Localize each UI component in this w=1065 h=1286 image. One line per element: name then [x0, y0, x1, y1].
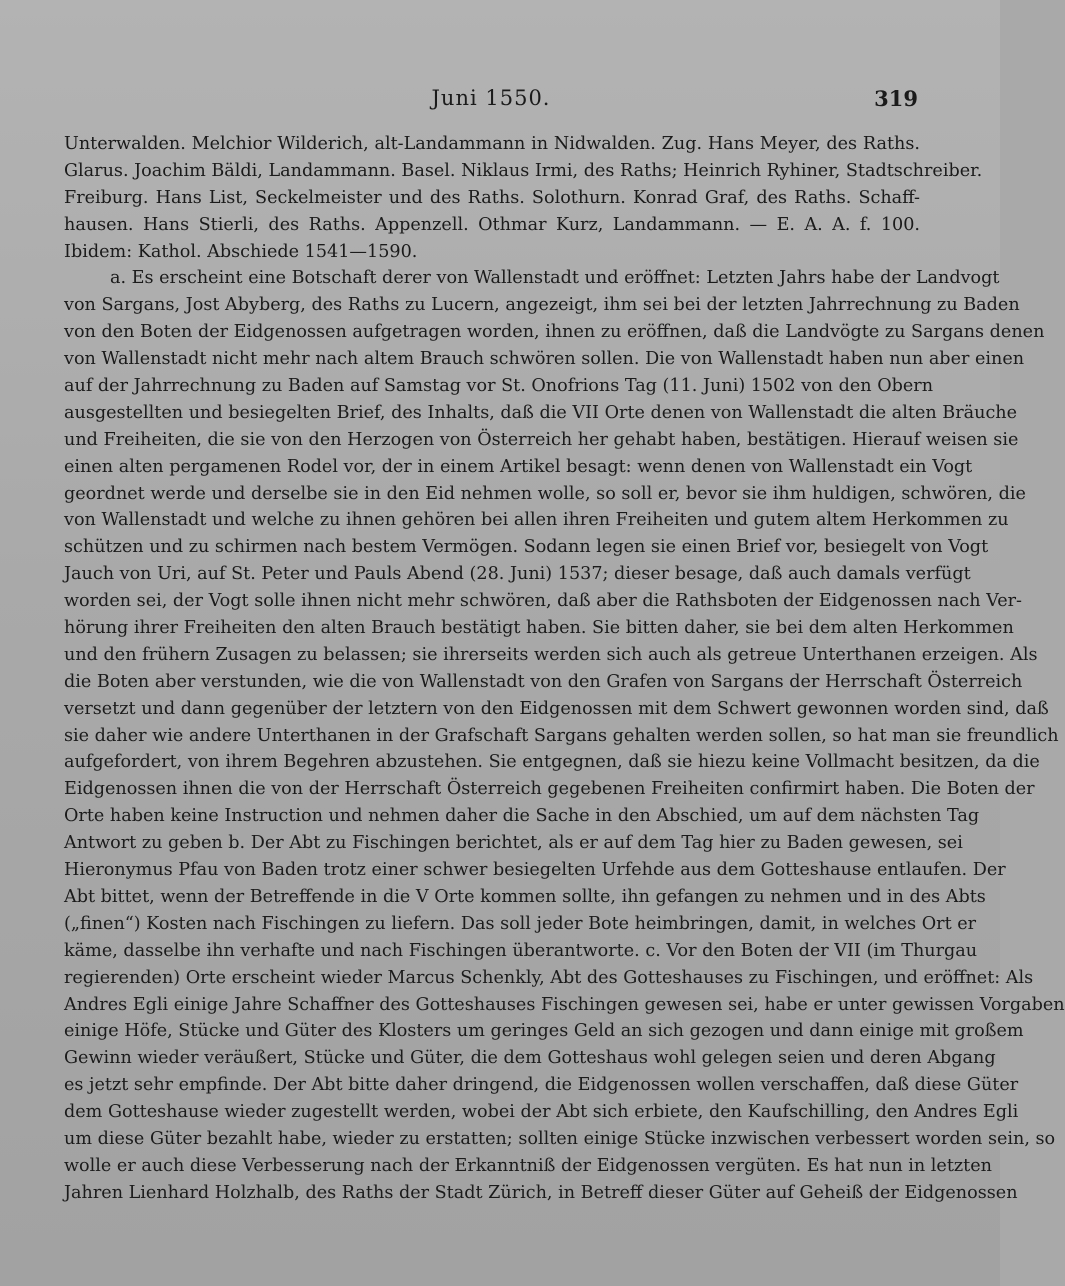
text-line: hausen. Hans Stierli, des Raths. Appenzell. Othmar Kurz, Landammann. — E. A. A. f. 100. [64, 214, 920, 235]
text-line: Ibidem: Kathol. Abschiede 1541—1590. [64, 241, 418, 262]
text-line: Gewinn wieder veräußert, Stücke und Güter, die dem Gotteshaus wohl gelegen seien und deren Abgang [64, 1048, 996, 1069]
text-line: Orte haben keine Instruction und nehmen daher die Sache in den Abschied, um auf dem nächsten Tag [64, 806, 980, 827]
text-line: von den Boten der Eidgenossen aufgetragen worden, ihnen zu eröffnen, daß die Landvögte zu Sargans denen [64, 322, 1045, 343]
text-line: Abt bittet, wenn der Betreffende in die V Orte kommen sollte, ihn gefangen zu nehmen und in des Abts [64, 886, 986, 907]
text-line: Hieronymus Pfau von Baden trotz einer schwer besiegelten Urfehde aus dem Gotteshause entlaufen. Der [64, 860, 1006, 881]
text-line: Eidgenossen ihnen die von der Herrschaft Österreich gegebenen Freiheiten confirmirt haben. Die Boten der [64, 779, 1035, 800]
text-line: einige Höfe, Stücke und Güter des Klosters um geringes Geld an sich gezogen und dann einige mit großem [64, 1021, 1024, 1042]
text-line: Jahren Lienhard Holzhalb, des Raths der Stadt Zürich, in Betreff dieser Güter auf Geheiß der Eidgenossen [64, 1182, 1018, 1203]
text-line: Freiburg. Hans List, Seckelmeister und des Raths. Solothurn. Konrad Graf, des Raths. Schaff- [64, 187, 920, 208]
text-line: einen alten pergamenen Rodel vor, der in einem Artikel besagt: wenn denen von Wallenstadt ein Vogt [64, 456, 973, 477]
text-line: regierenden) Orte erscheint wieder Marcus Schenkly, Abt des Gotteshauses zu Fischingen, und eröffnet: Als [64, 967, 1034, 988]
text-line: um diese Güter bezahlt habe, wieder zu erstatten; sollten einige Stücke inzwischen verbessert worden sein, so [64, 1128, 1056, 1149]
text-line: wolle er auch diese Verbesserung nach der Erkanntniß der Eidgenossen vergüten. Es hat nun in letzten [64, 1155, 992, 1176]
paragraph-c-start: käme, dasselbe ihn verhafte und nach Fischingen überantworte. c. Vor den Boten der VII (im Thurgau [64, 940, 978, 961]
page-header [64, 86, 918, 116]
running-title: Juni 1550. [431, 86, 551, 110]
text-line: sie daher wie andere Unterthanen in der Grafschaft Sargans gehalten werden sollen, so hat man sie freundlich [64, 725, 1059, 746]
body-text [64, 131, 1065, 1207]
paragraph-b-start: Antwort zu geben b. Der Abt zu Fischingen berichtet, als er auf dem Tag hier zu Baden gewesen, sei [64, 833, 963, 854]
text-line: worden sei, der Vogt solle ihnen nicht mehr schwören, daß aber die Rathsboten der Eidgenossen nach Ver- [64, 591, 1022, 612]
text-line: von Wallenstadt und welche zu ihnen gehören bei allen ihren Freiheiten und gutem altem Herkommen zu [64, 510, 1009, 531]
text-line: und den frühern Zusagen zu belassen; sie ihrerseits werden sich auch als getreue Unterthanen erzeigen. Als [64, 644, 1038, 665]
text-line: dem Gotteshause wieder zugestellt werden, wobei der Abt sich erbiete, den Kaufschilling, den Andres Egli [64, 1102, 1019, 1123]
text-line: und Freiheiten, die sie von den Herzogen von Österreich her gehabt haben, bestätigen. Hierauf weisen sie [64, 429, 1019, 450]
text-line: von Wallenstadt nicht mehr nach altem Brauch schwören sollen. Die von Wallenstadt haben nun aber einen [64, 349, 1025, 370]
text-line: aufgefordert, von ihrem Begehren abzustehen. Sie entgegnen, daß sie hiezu keine Vollmacht besitzen, da die [64, 752, 1040, 773]
text-line: es jetzt sehr empfinde. Der Abt bitte daher dringend, die Eidgenossen wollen verschaffen, daß diese Güter [64, 1075, 1019, 1096]
text-line: schützen und zu schirmen nach bestem Vermögen. Sodann legen sie einen Brief vor, besiegelt von Vogt [64, 537, 989, 558]
text-line: Glarus. Joachim Bäldi, Landammann. Basel. Niklaus Irmi, des Raths; Heinrich Ryhiner, Stadtschreiber. [64, 160, 983, 181]
text-line: versetzt und dann gegenüber der letztern von den Eidgenossen mit dem Schwert gewonnen worden sind, daß [64, 698, 1049, 719]
text-line: Jauch von Uri, auf St. Peter und Pauls Abend (28. Juni) 1537; dieser besage, daß auch damals verfügt [64, 564, 971, 585]
text-line: („finen“) Kosten nach Fischingen zu liefern. Das soll jeder Bote heimbringen, damit, in welches Ort er [64, 913, 977, 934]
text-line: Unterwalden. Melchior Wilderich, alt-Landammann in Nidwalden. Zug. Hans Meyer, des Raths. [64, 134, 920, 154]
text-line: von Sargans, Jost Abyberg, des Raths zu Lucern, angezeigt, ihm sei bei der letzten Jahrrechnung zu Baden [64, 295, 1020, 316]
text-line: ausgestellten und besiegelten Brief, des Inhalts, daß die VII Orte denen von Wallenstadt die alten Bräuche [64, 402, 1018, 423]
text-line: die Boten aber verstunden, wie die von Wallenstadt von den Grafen von Sargans der Herrschaft Österreich [64, 671, 1023, 692]
text-line: Andres Egli einige Jahre Schaffner des Gotteshauses Fischingen gewesen sei, habe er unter gewissen Vorgaben [64, 994, 1065, 1015]
text-line: hörung ihrer Freiheiten den alten Brauch bestätigt haben. Sie bitten daher, sie bei dem alten Herkommen [64, 618, 1014, 639]
text-line: auf der Jahrrechnung zu Baden auf Samstag vor St. Onofrions Tag (11. Juni) 1502 von den Obern [64, 376, 934, 397]
text-line: geordnet werde und derselbe sie in den Eid nehmen wolle, so soll er, bevor sie ihm huldigen, schwören, die [64, 483, 1026, 504]
page-number: 319 [874, 86, 918, 111]
paragraph-a-start: a. Es erscheint eine Botschaft derer von Wallenstadt und eröffnet: Letzten Jahrs habe der Landvogt [110, 268, 1000, 289]
